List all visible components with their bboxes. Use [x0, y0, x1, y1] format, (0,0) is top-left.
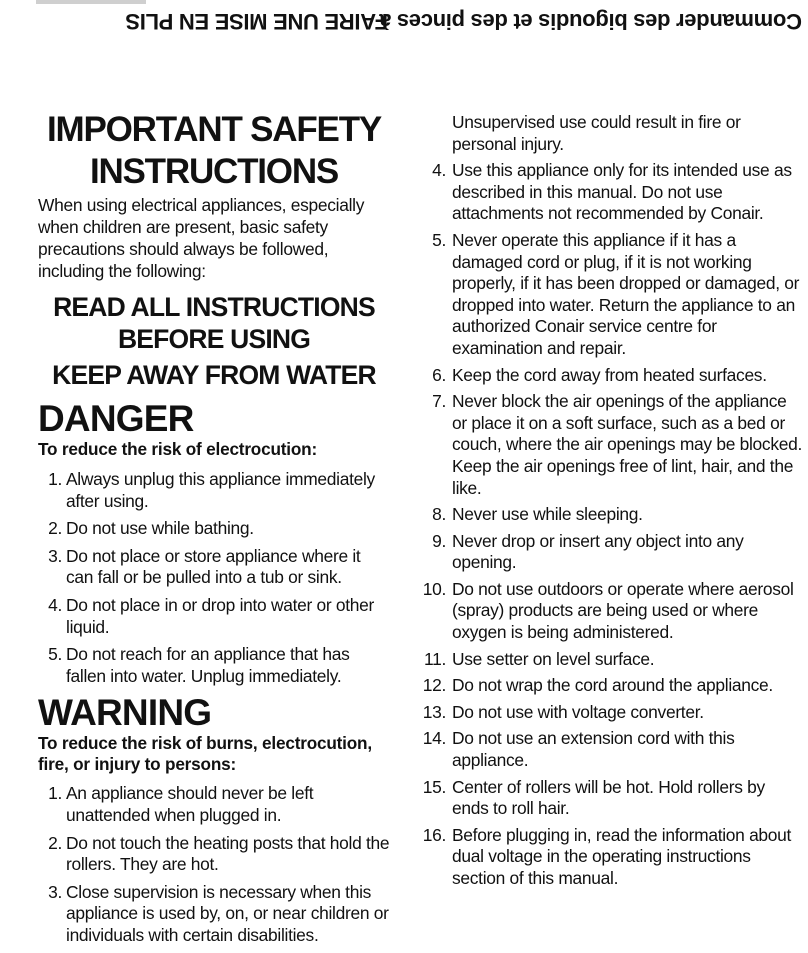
list-item: 16. Before plugging in, read the information about dual voltage in the operating instructions section of this manual.: [422, 824, 792, 888]
list-item: 1. An appliance should never be left unattended when plugged in.: [48, 783, 314, 825]
list-item: 11. Use setter on level surface.: [424, 648, 655, 669]
warning-list-continued: [422, 160, 804, 889]
list-item: 2. Do not touch the heating posts that hold the rollers. They are hot.: [48, 832, 390, 875]
list-item: 1. Always unplug this appliance immediately after using.: [48, 469, 375, 511]
right-column: [422, 112, 804, 895]
intro-text: When using electrical appliances, especially when children are present, basic safety precautions should always be followed, including the following:: [38, 195, 365, 281]
read-all-line2: BEFORE USING: [117, 324, 311, 354]
list-item: 9. Never drop or insert any object into any opening.: [432, 530, 744, 573]
list-item: 12. Do not wrap the cord around the appliance.: [422, 675, 773, 696]
list-item: 4. Use this appliance only for its intended use as described in this manual. Do not use attachments not recommended by Conair.: [432, 160, 792, 224]
left-column: [38, 100, 390, 953]
list-item: 5. Do not reach for an appliance that has fallen into water. Unplug immediately.: [48, 644, 350, 686]
list-item: 3. Close supervision is necessary when this appliance is used by, on, or near children or individuals with certain disabilities.: [48, 881, 389, 945]
main-title: [38, 108, 390, 194]
main-title-line1: IMPORTANT SAFETY: [46, 110, 382, 149]
list-item: 13. Do not use with voltage converter.: [422, 701, 704, 722]
danger-heading: DANGER: [38, 398, 194, 439]
read-all-line1: READ ALL INSTRUCTIONS: [53, 292, 375, 322]
list-item: 5. Never operate this appliance if it has a damaged cord or plug, if it is not working properly, if it has been dropped or damaged, or dropped into water. Return the appliance to an authorized Conair service centre for examination and repair.: [432, 229, 800, 358]
list-item: 10. Do not use outdoors or operate where aerosol (spray) products are being used or where oxygen is being administered.: [422, 578, 794, 643]
list-item: 15. Center of rollers will be hot. Hold rollers by ends to roll hair.: [422, 776, 765, 819]
continuation-text: Unsupervised use could result in fire or personal injury.: [452, 112, 741, 154]
list-item: 14. Do not use an extension cord with this appliance.: [422, 728, 735, 771]
list-item: 3. Do not place or store appliance where it can fall or be pulled into a tub or sink.: [48, 545, 361, 588]
danger-list: [38, 469, 390, 687]
list-item: 6. Keep the cord away from heated surfaces.: [432, 364, 767, 385]
warning-subhead: To reduce the risk of burns, electrocution, fire, or injury to persons:: [38, 733, 372, 775]
list-item: 4. Do not place in or drop into water or other liquid.: [48, 594, 375, 637]
read-all-instructions: [38, 291, 390, 355]
warning-heading: WARNING: [38, 692, 212, 734]
upside-down-heading-right: Commander des bigoudis et des pinces à: [379, 9, 802, 34]
upside-down-heading-left: FAIRE UNE MISE EN PLIS: [125, 9, 388, 34]
warning-list: [38, 783, 390, 946]
keep-away-from-water: KEEP AWAY FROM WATER: [52, 360, 376, 390]
danger-subhead: To reduce the risk of electrocution:: [38, 439, 317, 459]
list-item: 2. Do not use while bathing.: [48, 518, 254, 539]
main-title-line2: INSTRUCTIONS: [89, 152, 339, 191]
list-item: 8. Never use while sleeping.: [432, 504, 643, 525]
list-item: 7. Never block the air openings of the appliance or place it on a soft surface, such as a bed or couch, where the air openings may be blocked. Keep the air openings free of lint, hair, and the like.: [432, 391, 802, 498]
